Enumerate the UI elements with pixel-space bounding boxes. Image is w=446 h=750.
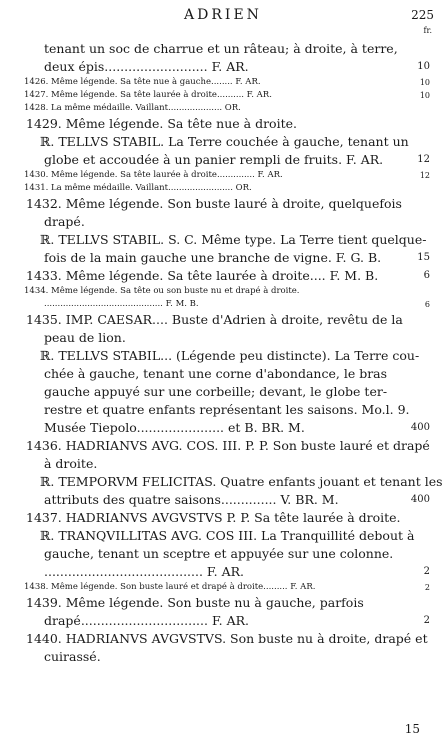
catalogue-entry — [0, 594, 446, 630]
entry-text: ℝ. TEMPORVM FELICITAS. Quatre enfants jouant et tenant les — [40, 474, 443, 489]
entry-text: chée à gauche, tenant une corne d'abondance, le bras — [44, 366, 388, 381]
entry-line — [0, 347, 446, 365]
entry-value: 2 — [423, 615, 430, 626]
catalogue-entry — [0, 473, 446, 509]
entry-text: 1438. Même légende. Son buste lauré et drapé à droite......... F. AR. — [24, 582, 316, 592]
entry-text: fois de la main gauche une branche de vigne. F. G. B. — [44, 250, 382, 265]
entry-line — [0, 231, 446, 249]
entry-text: ............................................ F. M. B. — [44, 299, 199, 309]
entry-text: 1429. Même légende. Sa tête nue à droite. — [26, 116, 297, 131]
entry-text: deux épis.......................... F. AR. — [44, 59, 249, 74]
entry-line — [0, 329, 446, 347]
entry-line — [0, 383, 446, 401]
entry-line — [0, 648, 446, 666]
entry-value: 6 — [423, 270, 430, 281]
entry-line — [0, 267, 446, 285]
entry-line — [0, 151, 446, 169]
entry-text: gauche, tenant un sceptre et appuyée sur une colonne. — [44, 546, 394, 561]
entry-value: 10 — [419, 78, 430, 87]
entry-value: 2 — [424, 583, 430, 592]
catalogue-entry — [0, 630, 446, 666]
catalogue-entry — [0, 89, 446, 102]
catalogue-entry — [0, 76, 446, 89]
catalogue-entry — [0, 285, 446, 311]
entry-line — [0, 213, 446, 231]
entry-text: 1435. IMP. CAESAR.... Buste d'Adrien à droite, revêtu de la — [26, 312, 403, 327]
entry-line — [0, 473, 446, 491]
entry-text: 1440. HADRIANVS AVGVSTVS. Son buste nu à droite, drapé et — [26, 631, 428, 646]
catalogue-entry — [0, 267, 446, 285]
entry-text: restre et quatre enfants représentant les saisons. Mo.l. 9. — [44, 402, 410, 417]
entry-value: 6 — [424, 300, 430, 309]
catalogue-entry — [0, 581, 446, 594]
entry-value: 400 — [410, 494, 430, 505]
entry-line — [0, 527, 446, 545]
catalogue-entry — [0, 347, 446, 437]
entry-value: 10 — [419, 91, 430, 100]
entry-value: 2 — [423, 566, 430, 577]
entry-line — [0, 298, 446, 311]
entry-text: globe et accoudée à un panier rempli de fruits. F. AR. — [44, 152, 384, 167]
catalogue-entry — [0, 195, 446, 231]
entry-text: 1434. Même légende. Sa tête ou son buste nu et drapé à droite. — [24, 286, 300, 296]
entry-text: à droite. — [44, 456, 98, 471]
entry-text: 1430. Même légende. Sa tête laurée à droite.............. F. AR. — [24, 170, 283, 180]
entry-text: 1433. Même légende. Sa tête laurée à droite.... F. M. B. — [26, 268, 379, 283]
entry-text: ℝ. TELLVS STABIL. La Terre couchée à gauche, tenant un — [40, 134, 409, 149]
entry-line — [0, 419, 446, 437]
entry-line — [0, 545, 446, 563]
entry-line — [0, 40, 446, 58]
entry-line — [0, 311, 446, 329]
entry-text: drapé. — [44, 214, 85, 229]
catalogue-entry — [0, 311, 446, 347]
catalogue-entry — [0, 437, 446, 473]
entry-line — [0, 285, 446, 298]
entry-value: 400 — [410, 422, 430, 433]
running-title: ADRIEN — [184, 7, 262, 23]
entry-text: ℝ. TRANQVILLITAS AVG. COS III. La Tranquillité debout à — [40, 528, 415, 543]
entry-line — [0, 195, 446, 213]
entry-line — [0, 630, 446, 648]
entry-text: 1431. La même médaille. Vaillant........................ OR. — [24, 183, 252, 193]
catalogue-entry — [0, 231, 446, 267]
catalogue-entry — [0, 169, 446, 182]
entry-line — [0, 169, 446, 182]
entry-line — [0, 612, 446, 630]
catalogue-entry — [0, 115, 446, 133]
entry-line — [0, 581, 446, 594]
entry-text: 1436. HADRIANVS AVG. COS. III. P. P. Son buste lauré et drapé — [26, 438, 430, 453]
entry-value: 10 — [417, 61, 430, 72]
catalogue-entry — [0, 182, 446, 195]
entry-text: 1432. Même légende. Son buste lauré à droite, quelquefois — [26, 196, 402, 211]
entry-line — [0, 491, 446, 509]
entry-text: gauche appuyé sur une corbeille; devant, le globe ter- — [44, 384, 388, 399]
entry-text: peau de lion. — [44, 330, 126, 345]
entry-line — [0, 133, 446, 151]
entry-line — [0, 455, 446, 473]
entry-text: Musée Tiepolo...................... et B. BR. M. — [44, 420, 305, 435]
entry-line — [0, 365, 446, 383]
entry-line — [0, 58, 446, 76]
entry-line — [0, 89, 446, 102]
page-header — [0, 5, 446, 35]
entry-text: 1439. Même légende. Son buste nu à gauche, parfois — [26, 595, 364, 610]
entry-text: ℝ. TELLVS STABIL. S. C. Même type. La Terre tient quelque- — [40, 232, 427, 247]
catalogue-entry — [0, 509, 446, 527]
entry-line — [0, 102, 446, 115]
page-number: 225 — [411, 8, 434, 22]
catalogue-entry — [0, 527, 446, 581]
entry-text: 1437. HADRIANVS AVGVSTVS P. P. Sa tête laurée à droite. — [26, 510, 401, 525]
entry-value: 15 — [417, 252, 430, 263]
entry-line — [0, 182, 446, 195]
entry-line — [0, 509, 446, 527]
entry-line — [0, 594, 446, 612]
entry-text: ℝ. TELLVS STABIL... (Légende peu distincte). La Terre cou- — [40, 348, 420, 363]
entry-line — [0, 437, 446, 455]
entry-value: 12 — [419, 171, 430, 180]
entry-text: 1427. Même légende. Sa tête laurée à droite.......... F. AR. — [24, 90, 272, 100]
entry-text: 1426. Même légende. Sa tête nue à gauche........ F. AR. — [24, 77, 261, 87]
currency-unit: fr. — [423, 26, 432, 35]
entry-text: drapé................................ F. AR. — [44, 613, 250, 628]
entry-line — [0, 249, 446, 267]
catalogue-entries — [0, 40, 446, 666]
entry-line — [0, 76, 446, 89]
entry-text: attributs des quatre saisons.............. V. BR. M. — [44, 492, 339, 507]
entry-line — [0, 115, 446, 133]
catalogue-entry — [0, 102, 446, 115]
entry-line — [0, 563, 446, 581]
entry-text: 1428. La même médaille. Vaillant.................... OR. — [24, 103, 241, 113]
entry-line — [0, 401, 446, 419]
signature-mark: 15 — [404, 722, 420, 736]
entry-text: tenant un soc de charrue et un râteau; à droite, à terre, — [44, 41, 398, 56]
entry-text: ........................................ F. AR. — [44, 564, 244, 579]
entry-text: cuirassé. — [44, 649, 101, 664]
entry-value: 12 — [417, 154, 430, 165]
catalogue-entry — [0, 40, 446, 76]
catalogue-entry — [0, 133, 446, 169]
